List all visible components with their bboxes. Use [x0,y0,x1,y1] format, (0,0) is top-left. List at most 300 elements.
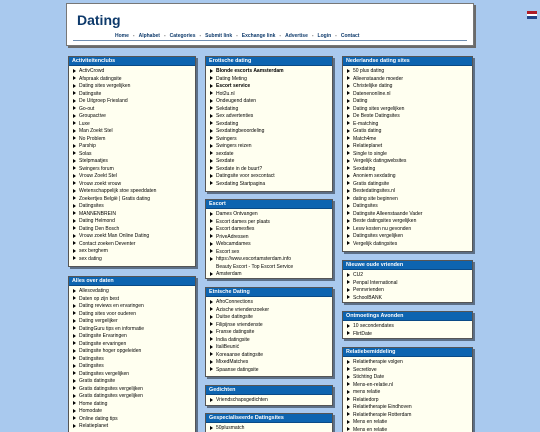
nav-separator: - [279,33,282,39]
nav-separator: - [132,33,135,39]
link-list [343,66,472,248]
list-item[interactable] [73,408,195,416]
list-item[interactable] [73,196,195,204]
category-title[interactable]: Activiteitenclubs [69,57,195,66]
list-item[interactable] [210,68,332,76]
nav-link[interactable]: Home [115,33,129,39]
list-item[interactable] [73,166,195,174]
arrow-right-icon [73,241,76,245]
list-item[interactable] [73,378,195,386]
arrow-right-icon [210,257,213,261]
link-text: Vrouw zoekt Man Online Dating [79,233,150,239]
list-item[interactable] [73,333,195,341]
list-item[interactable] [210,211,332,219]
link-text: Dating Helmond [79,218,115,224]
list-item[interactable] [73,211,195,219]
list-item[interactable] [73,98,195,106]
link-text: Secretlove [353,366,377,373]
list-item[interactable] [347,280,472,288]
category-title[interactable]: Relatiebemiddeling [343,348,472,357]
category-box-ontmoetings-avonden [342,311,473,339]
arrow-right-icon [347,166,350,170]
netherlands-flag-icon[interactable] [527,11,537,19]
link-text: Homodate [79,408,103,414]
link-text: Dating sites vergelijken [79,83,131,89]
list-item[interactable] [210,143,332,151]
list-item[interactable] [73,303,195,311]
arrow-right-icon [73,379,76,383]
list-item[interactable] [210,397,332,405]
arrow-right-icon [347,91,350,95]
link-text: Vrouw zoekt vrouw [79,180,122,187]
list-item[interactable] [73,311,195,319]
link-text: Sexdate in de buurt? [216,165,263,172]
link-text: sexdate [216,150,234,157]
link-text: Escort sex [216,248,240,255]
arrow-right-icon [73,211,76,215]
list-item[interactable] [73,386,195,394]
link-text: Franse datingsite [216,329,255,335]
list-item[interactable] [210,128,332,136]
list-item[interactable] [347,76,472,84]
list-item[interactable] [73,151,195,159]
list-item[interactable] [73,288,195,296]
link-text: Dames Ontvangen [216,211,258,217]
link-text: PriveAdressen [216,233,249,240]
link-text: Gratis datingsite [353,180,390,187]
link-text: Parship [79,143,96,149]
list-item[interactable] [210,83,332,91]
link-text: Mens-en-relatie.nl [353,381,394,388]
list-item[interactable] [347,173,472,181]
arrow-right-icon [210,315,213,319]
arrow-right-icon [210,307,213,311]
arrow-right-icon [347,159,350,163]
list-item[interactable] [210,271,332,279]
link-text: MANNENBREIN [79,210,116,217]
link-text: Afspraak datingsite [79,75,122,82]
link-text: Datingsites vergelijken [353,233,404,239]
link-text: Lesw kosten nu gevonden [353,225,412,232]
list-item[interactable] [347,121,472,129]
link-text: Dating sites vergelijken [353,105,405,112]
link-text: Relatieplanet [353,143,383,149]
arrow-right-icon [210,426,213,430]
category-title[interactable]: Erotische dating [206,57,332,66]
arrow-right-icon [210,129,213,133]
list-item[interactable] [347,359,472,367]
link-text: Home dating [79,400,108,407]
arrow-right-icon [347,129,350,133]
arrow-right-icon [73,289,76,293]
list-item[interactable] [347,128,472,136]
link-text: Stichting Date [353,374,385,380]
list-item[interactable] [73,256,195,264]
link-text: Dating vergelijker [79,318,118,324]
list-item[interactable] [210,256,332,264]
arrow-right-icon [210,99,213,103]
list-item[interactable] [73,121,195,129]
link-text: https://www.escortamsterdam.info [216,256,292,262]
arrow-right-icon [73,114,76,118]
arrow-right-icon [347,375,350,379]
nav-separator: - [311,33,314,39]
link-list [206,209,332,279]
link-text: Mens en relatie [353,426,388,432]
arrow-right-icon [73,319,76,323]
list-item[interactable] [210,322,332,330]
list-item[interactable] [73,136,195,144]
link-text: Dating reviews en ervaringen [79,303,144,309]
nav-link[interactable]: Contact [340,33,360,39]
arrow-right-icon [73,144,76,148]
list-item[interactable] [73,76,195,84]
arrow-right-icon [210,272,213,276]
category-box-etnische-dating [205,287,333,377]
nav-link[interactable]: Exchange link [241,33,276,39]
link-text: CU2 [353,272,364,278]
arrow-right-icon [347,234,350,238]
link-text: Swingers [216,135,237,142]
list-item[interactable] [347,211,472,219]
link-text: Dating sites voor ouderen [79,310,136,317]
list-item[interactable] [73,181,195,189]
list-item[interactable] [210,314,332,322]
arrow-right-icon [73,166,76,170]
list-item[interactable] [210,425,332,432]
list-item[interactable] [347,272,472,280]
list-item[interactable] [73,423,195,431]
link-text: Sekdating [216,105,239,112]
link-text: Christelijke dating [353,83,393,89]
nav-link[interactable]: Submit link [205,33,233,39]
list-item[interactable] [210,181,332,189]
link-text: Relatietherapie Rotterdam [353,411,412,418]
arrow-right-icon [73,99,76,103]
link-text: 10 secondendates [353,323,394,329]
link-text: SchoolBANK [353,294,382,301]
list-item[interactable] [73,226,195,234]
list-item[interactable] [73,326,195,334]
list-item[interactable] [210,158,332,166]
list-item[interactable] [210,91,332,99]
arrow-right-icon [347,84,350,88]
list-item[interactable] [347,83,472,91]
list-item[interactable] [73,371,195,379]
list-item[interactable] [347,151,472,159]
arrow-right-icon [210,159,213,163]
list-item[interactable] [210,98,332,106]
arrow-right-icon [347,390,350,394]
list-item[interactable] [347,427,472,432]
list-item[interactable] [347,196,472,204]
nav-separator: - [236,33,238,39]
arrow-right-icon [347,360,350,364]
list-item[interactable] [347,218,472,226]
list-item[interactable] [347,241,472,249]
arrow-right-icon [210,337,213,341]
list-item[interactable] [347,374,472,382]
list-item[interactable] [210,166,332,174]
link-text: Datingsite Ervaringen [79,333,127,339]
list-item[interactable] [347,158,472,166]
category-box-gespecialiseerde-datingsites [205,413,333,432]
list-item[interactable] [73,233,195,241]
arrow-right-icon [210,76,213,80]
arrow-right-icon [73,249,76,253]
arrow-right-icon [210,242,213,246]
link-text: No Problem [79,135,106,142]
list-item[interactable] [73,348,195,356]
site-title[interactable]: Dating [77,12,121,28]
link-text: Datingsites [79,203,104,209]
arrow-right-icon [347,324,350,328]
link-text: Sexdating [216,120,239,127]
list-item[interactable] [347,188,472,196]
list-item[interactable] [347,166,472,174]
link-text: Go-out [79,105,95,112]
link-text: Datingsites [79,363,104,369]
list-item[interactable] [73,416,195,424]
arrow-right-icon [210,121,213,125]
list-item[interactable] [210,249,332,257]
list-item[interactable] [73,113,195,121]
list-item[interactable] [210,219,332,227]
list-item[interactable] [210,367,332,375]
category-title[interactable]: Gedichten [206,386,332,395]
arrow-right-icon [73,364,76,368]
arrow-right-icon [73,226,76,230]
list-item[interactable] [73,241,195,249]
list-item[interactable] [347,91,472,99]
category-title[interactable]: Escort [206,200,332,209]
category-title[interactable]: Gespecialiseerde Datingsites [206,414,332,423]
list-item[interactable] [210,241,332,249]
list-item[interactable] [347,412,472,420]
link-text: ItaliBeunić [216,344,240,350]
list-item[interactable] [210,151,332,159]
category-title[interactable]: Nederlandse dating sites [343,57,472,66]
list-item[interactable] [210,226,332,234]
nav-link[interactable]: Login [317,33,332,39]
link-text: Spaanse datingsite [216,366,259,373]
list-item[interactable] [210,234,332,242]
list-item[interactable] [210,113,332,121]
list-item[interactable] [73,318,195,326]
link-text: Relatietherapie Eindhoven [353,404,412,410]
arrow-right-icon [347,397,350,401]
link-text: Relatietherapie volgen [353,359,403,365]
link-text: Vriendschapsgedichten [216,397,268,403]
list-item[interactable] [347,233,472,241]
link-text: Man Zoekt Stel [79,128,113,134]
category-box-activiteitenclubs [68,56,196,267]
list-item[interactable] [73,68,195,76]
list-item[interactable] [347,367,472,375]
link-text: Pennvrienden [353,287,384,293]
link-text: Single to single [353,150,387,157]
arrow-right-icon [73,256,76,260]
arrow-right-icon [73,311,76,315]
link-text: Sexdatingbeoordeling [216,128,265,134]
arrow-right-icon [347,412,350,416]
list-item[interactable] [210,352,332,360]
list-item[interactable] [73,401,195,409]
link-text: Penpal International [353,279,398,286]
link-text: Dating [353,98,368,104]
list-item[interactable] [210,264,332,272]
list-item[interactable] [210,307,332,315]
arrow-right-icon [347,106,350,110]
arrow-right-icon [210,144,213,148]
list-item[interactable] [73,203,195,211]
nav-link[interactable]: Advertise [285,33,308,39]
arrow-right-icon [347,76,350,80]
arrow-right-icon [210,151,213,155]
link-text: Wetenschappelijk stoe speeddaten [79,188,157,194]
link-text: Daten op zijn best [79,295,120,302]
list-item[interactable] [210,136,332,144]
link-text: Sexdating Startpagina [216,180,266,187]
arrow-right-icon [210,212,213,216]
list-item[interactable] [73,296,195,304]
category-box-nederlandse-dating-sites [342,56,473,252]
list-item[interactable] [347,226,472,234]
arrow-right-icon [73,174,76,178]
list-item[interactable] [73,106,195,114]
link-text: Gratis datingsite [79,378,116,384]
list-item[interactable] [210,337,332,345]
link-text: Mens en relatie [353,419,388,425]
list-item[interactable] [210,121,332,129]
list-item[interactable] [73,143,195,151]
arrow-right-icon [347,219,350,223]
list-item[interactable] [73,341,195,349]
arrow-right-icon [210,106,213,110]
arrow-right-icon [210,69,213,73]
list-item[interactable] [210,76,332,84]
category-box-escort [205,199,333,279]
link-text: Solas [79,150,92,157]
list-item[interactable] [73,83,195,91]
arrow-right-icon [73,409,76,413]
list-item[interactable] [347,419,472,427]
link-text: Datingsites vergelijken [79,370,130,377]
link-text: 50 plus dating [353,68,385,74]
list-item[interactable] [73,248,195,256]
list-item[interactable] [210,359,332,367]
link-list [206,66,332,188]
link-text: Luxe [79,120,90,127]
list-item[interactable] [73,363,195,371]
link-text: Swingers reizen [216,143,252,149]
arrow-right-icon [210,91,213,95]
list-item[interactable] [347,68,472,76]
list-item[interactable] [347,404,472,412]
arrow-right-icon [210,114,213,118]
category-title[interactable]: Alles over daten [69,277,195,286]
link-text: ActivCrowd [79,68,105,74]
list-item[interactable] [210,173,332,181]
list-item[interactable] [210,329,332,337]
list-item[interactable] [347,98,472,106]
arrow-right-icon [73,159,76,163]
arrow-right-icon [347,331,350,335]
link-text: Vergelijk datingsites [353,240,398,247]
list-item[interactable] [347,287,472,295]
list-item[interactable] [73,356,195,364]
link-text: DatingGuru tips en informatie [79,325,145,332]
list-item[interactable] [347,323,472,331]
category-box-nieuwe-oude-vrienden [342,260,473,303]
list-item[interactable] [73,188,195,196]
link-text: Swingers forum [79,165,114,172]
category-title[interactable]: Ontmoetings Avonden [343,312,472,321]
link-text: Allesovdating [79,288,109,294]
arrow-right-icon [73,76,76,80]
nav-link[interactable]: Alphabet [138,33,160,39]
arrow-right-icon [347,99,350,103]
list-item[interactable] [73,158,195,166]
list-item[interactable] [73,173,195,181]
list-item[interactable] [347,136,472,144]
arrow-right-icon [210,136,213,140]
link-text: Gratis dating [353,128,382,134]
list-item[interactable] [73,218,195,226]
arrow-right-icon [347,114,350,118]
list-item[interactable] [210,299,332,307]
list-item[interactable] [347,181,472,189]
arrow-right-icon [347,204,350,208]
link-text: De Beste Datingsites [353,113,400,119]
list-item[interactable] [347,143,472,151]
link-list [69,286,195,431]
arrow-right-icon [347,226,350,230]
link-text: Alleenstaande moeder [353,75,404,82]
link-list [343,321,472,338]
list-item[interactable] [210,106,332,114]
list-item[interactable] [73,393,195,401]
category-title[interactable]: Etnische Dating [206,288,332,297]
arrow-right-icon [73,416,76,420]
arrow-right-icon [210,166,213,170]
arrow-right-icon [73,84,76,88]
list-item[interactable] [347,389,472,397]
list-item[interactable] [73,91,195,99]
link-text: 50plusmatch [216,425,245,431]
link-text: Dating Meting [216,75,247,82]
category-title[interactable]: Nieuwe oude vrienden [343,261,472,270]
nav-link[interactable]: Categories [169,33,196,39]
list-item[interactable] [347,113,472,121]
arrow-right-icon [73,424,76,428]
list-item[interactable] [210,344,332,352]
list-item[interactable] [347,203,472,211]
arrow-right-icon [73,386,76,390]
list-item[interactable] [347,295,472,303]
arrow-right-icon [73,304,76,308]
list-item[interactable] [347,106,472,114]
arrow-right-icon [73,401,76,405]
arrow-right-icon [73,371,76,375]
arrow-right-icon [347,121,350,125]
list-item[interactable] [347,331,472,339]
link-text: Anoniem sexdating [353,173,396,179]
list-item[interactable] [73,128,195,136]
link-text: MixedMatches [216,359,249,365]
list-item[interactable] [347,397,472,405]
list-item[interactable] [347,382,472,390]
